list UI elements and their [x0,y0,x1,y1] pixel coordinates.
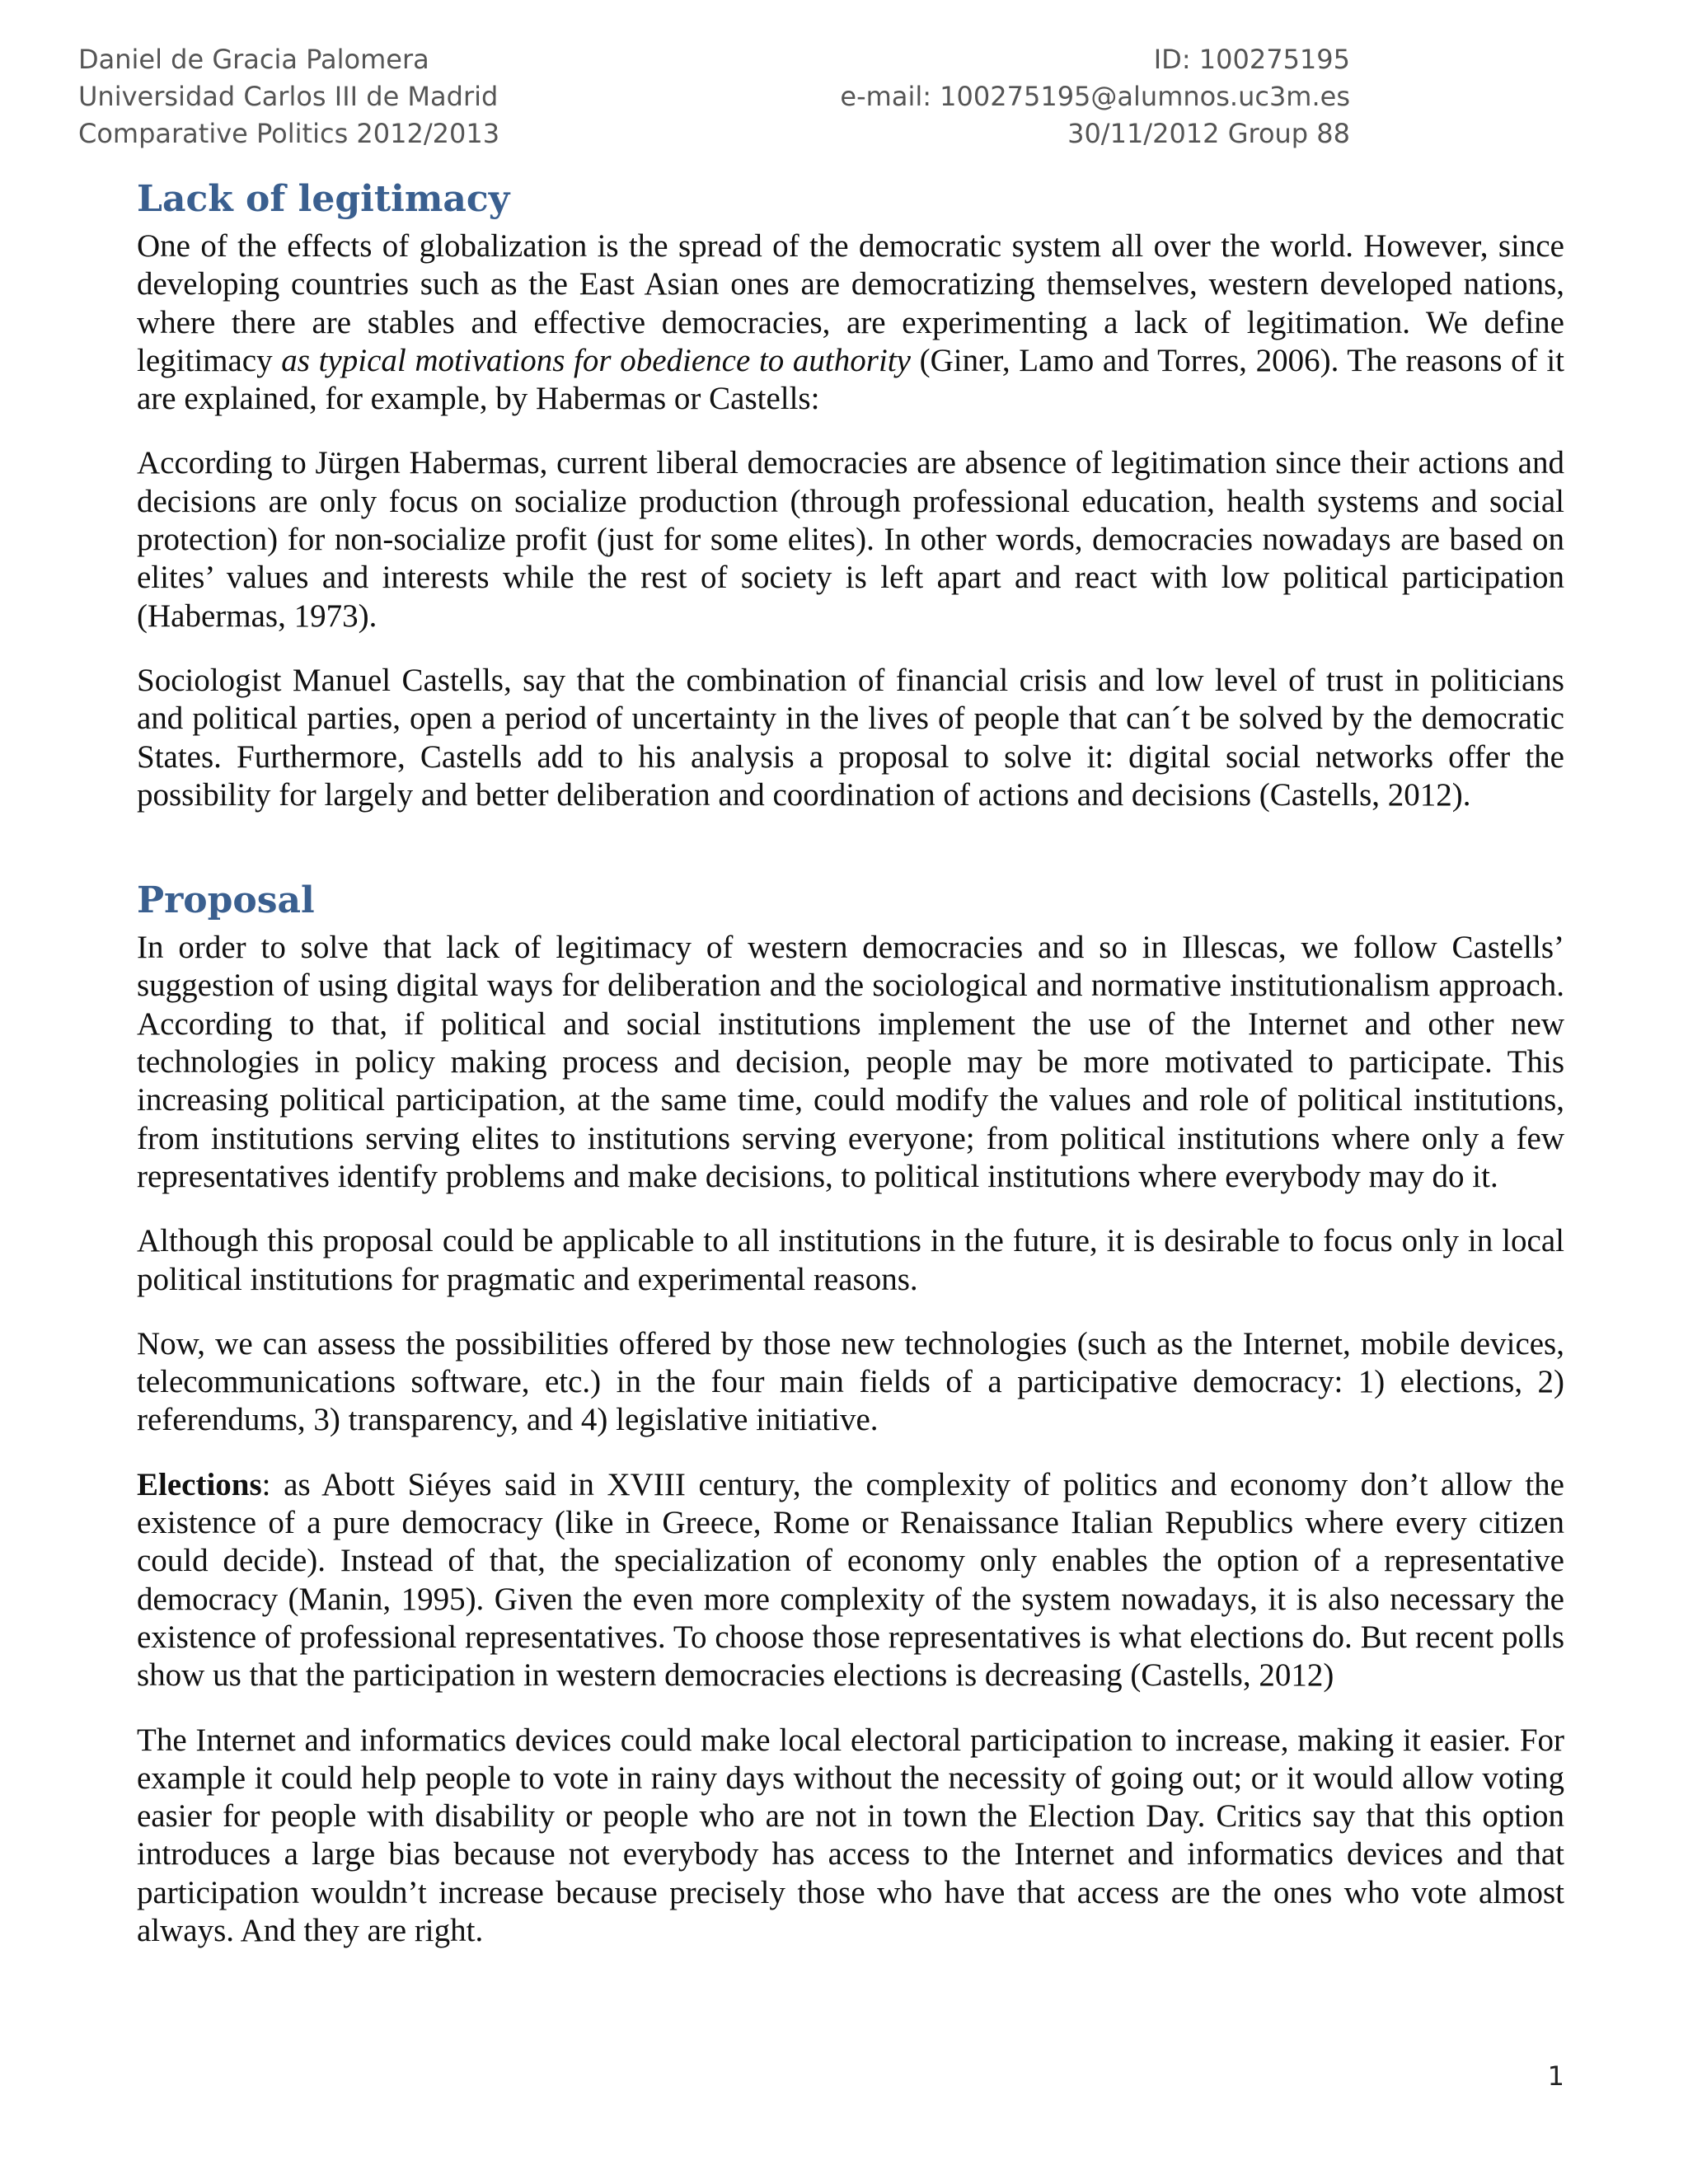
student-id: ID: 100275195 [1153,44,1350,75]
author-name: Daniel de Gracia Palomera [78,44,429,75]
heading-lack-of-legitimacy: Lack of legitimacy [137,178,510,220]
course-name: Comparative Politics 2012/2013 [78,118,500,149]
paragraph-legitimacy-1 [137,227,1564,418]
page-number: 1 [1547,2060,1564,2092]
paragraph-habermas: According to Jürgen Habermas, current liberal democracies are absence of legitimation since their actions and decisions are only focus on socialize production (through professional education, health systems and social protection) for non-socialize profit (just for some elites). In other words, democracies nowadays are based on elites’ values and interests while the rest of society is left apart and react with low political participation (Habermas, 1973). [137,445,1564,634]
paragraph-elections [137,1466,1564,1695]
paragraph-internet-voting: The Internet and informatics devices could make local electoral participation to increase, making it easier. For example it could help people to vote in rainy days without the necessity of going out; or it would allow voting easier for people with disability or people who are not in town the Election Day. Critics say that this option introduces a large bias because not everybody has access to the Internet and informatics devices and that participation wouldn’t increase because precisely those who have that access are the ones who vote almost always. And they are right. [137,1722,1564,1948]
university-name: Universidad Carlos III de Madrid [78,81,499,112]
header-row-1 [78,41,1350,78]
page-header [78,41,1350,152]
paragraph-castells: Sociologist Manuel Castells, say that the combination of financial crisis and low level of trust in politicians and political parties, open a period of uncertainty in the lives of people that can´t be solved by the democratic States. Furthermore, Castells add to his analysis a proposal to solve it: digital social networks offer the possibility for largely and better deliberation and coordination of actions and decisions (Castells, 2012). [137,662,1564,813]
text-run: One of the effects of globalization is the spread of the democratic system all over the world. However, since developing countries such as the East Asian ones are democratizing themselves, western developed nations, where there are stables and effective democracies, are experimenting a lack of legitimation. We define legitimacy [137,228,1564,378]
date-group: 30/11/2012 Group 88 [1067,118,1350,149]
header-row-2 [78,78,1350,115]
header-row-3 [78,115,1350,152]
text-run: (Giner, Lamo and Torres, 2006). The reasons of it are explained, for example, by Habermas or Castells: [137,342,1564,417]
document-body [137,175,1564,1976]
text-run: : as Abott Siéyes said in XVIII century, the complexity of politics and economy don’t allow the existence of a pure democracy (like in Greece, Rome or Renaissance Italian Republics where every citizen could decide). Instead of that, the specialization of economy only enables the option of a representative democracy (Manin, 1995). Given the even more complexity of the system nowadays, it is also necessary the existence of professional representatives. To choose those representatives is what elections do. But recent polls show us that the participation in western democracies elections is decreasing (Castells, 2012) [137,1466,1564,1694]
definition-italic: as typical motivations for obedience to authority [281,342,911,378]
email-address: e-mail: 100275195@alumnos.uc3m.es [840,81,1350,112]
paragraph-proposal-3: Now, we can assess the possibilities offered by those new technologies (such as the Internet, mobile devices, telecommunications software, etc.) in the four main fields of a participative democracy: 1) elections, 2) referendums, 3) transparency, and 4) legislative initiative. [137,1325,1564,1438]
paragraph-proposal-1: In order to solve that lack of legitimacy of western democracies and so in Illescas, we follow Castells’ suggestion of using digital ways for deliberation and the sociological and normative institutionalism approach. According to that, if political and social institutions implement the use of the Internet and other new technologies in policy making process and decision, people may be more motivated to participate. This increasing political participation, at the same time, could modify the values and role of political institutions, from institutions serving elites to institutions serving everyone; from political institutions where only a few representatives identify problems and make decisions, to political institutions where everybody may do it. [137,930,1564,1194]
heading-proposal: Proposal [137,879,315,922]
elections-label: Elections [137,1466,262,1502]
paragraph-proposal-2: Although this proposal could be applicable to all institutions in the future, it is desirable to focus only in local political institutions for pragmatic and experimental reasons. [137,1223,1564,1297]
